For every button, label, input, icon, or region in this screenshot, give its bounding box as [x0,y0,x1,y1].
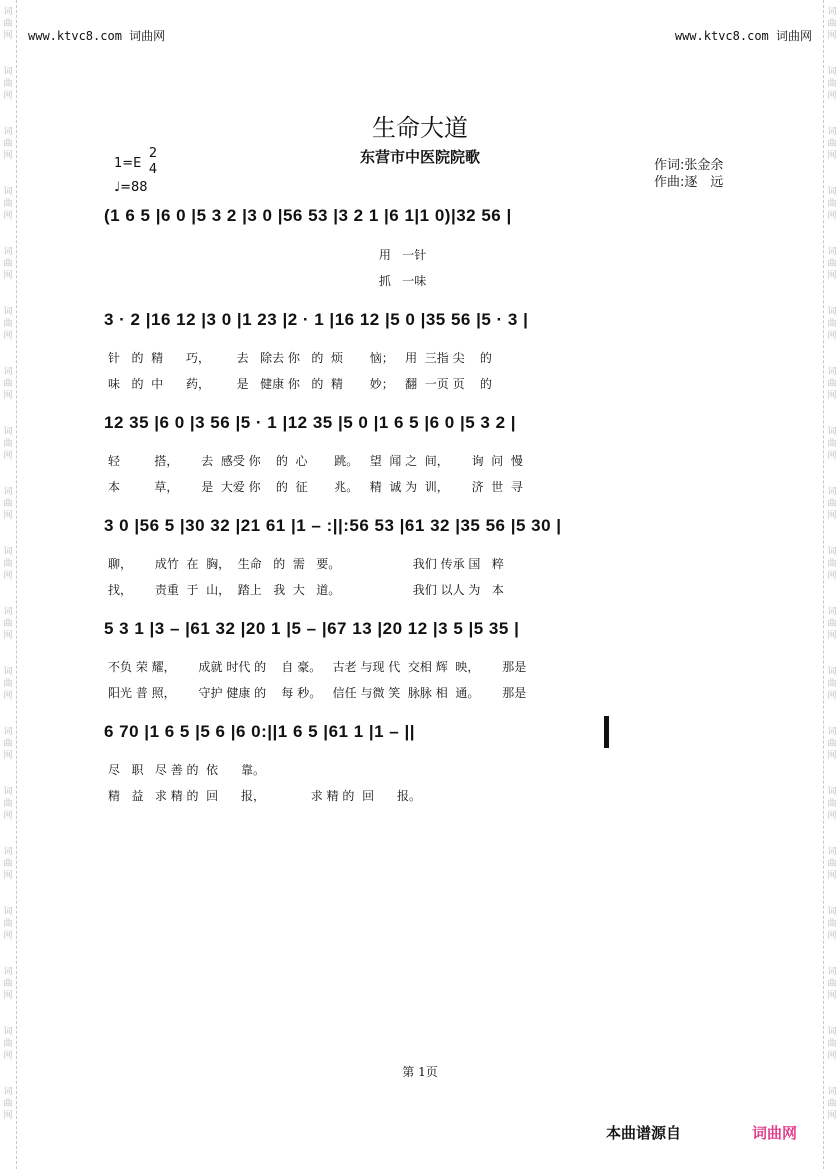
score-line-3-notes: 12 35 |6 0 |3 56 |5 · 1 |12 35 |5 0 |1 6 5 |6 0 |5 3 2 | [104,413,517,432]
time-signature-bottom: 4 [148,162,158,177]
watermark-text: 词曲网 [3,547,13,581]
watermark-text: 词曲网 [3,427,13,461]
score-line-6-notes: 6 70 |1 6 5 |5 6 |6 0:||1 6 5 |61 1 |1 – || [104,722,415,741]
song-title: 生命大道 [372,114,468,142]
right-watermark-strip [823,0,840,1169]
watermark-text: 词曲网 [3,667,13,701]
watermark-text: 词曲网 [827,67,837,101]
score-line-4-lyric-verse-1: 聊， 成竹 在 胸， 生命 的 需 要。 我们 传承 国 粹 [108,557,504,571]
left-watermark-strip [0,0,17,1169]
watermark-text: 词曲网 [827,7,837,41]
time-signature [146,146,160,178]
watermark-text: 词曲网 [3,907,13,941]
watermark-text: 词曲网 [827,127,837,161]
watermark-text: 词曲网 [3,7,13,41]
watermark-text: 词曲网 [3,487,13,521]
key-signature: 1=E [114,156,142,171]
watermark-text: 词曲网 [827,607,837,641]
watermark-text: 词曲网 [3,67,13,101]
score-line-2-lyric-verse-1: 针 的 精 巧， 去 除去 你 的 烦 恼； 用 三指 尖 的 [108,351,492,365]
watermark-text: 词曲网 [3,187,13,221]
score-line-5-lyric-verse-2: 阳光 普 照， 守护 健康 的 每 秒。 信任 与微 笑 脉脉 相 通。 那是 [108,686,527,700]
score-line-1-lyric-verse-1: 用 一针 [108,248,427,262]
watermark-text: 词曲网 [3,307,13,341]
lyricist-credit: 作词:张金余 [654,158,724,173]
tempo-marking: ♩=88 [114,180,148,195]
song-subtitle: 东营市中医院院歌 [359,148,480,166]
time-signature-top: 2 [148,146,158,161]
page-number: 第 1页 [402,1065,438,1079]
score-line-3-lyric-verse-2: 本 草， 是 大爱 你 的 征 兆。 精 诚 为 训， 济 世 寻 [108,480,523,494]
watermark-text: 词曲网 [827,247,837,281]
source-credit-label: 本曲谱源自 [606,1124,682,1142]
score-line-2-lyric-verse-2: 味 的 中 药， 是 健康 你 的 精 妙； 翻 一页 页 的 [108,377,492,391]
watermark-text: 词曲网 [827,427,837,461]
watermark-text: 词曲网 [827,307,837,341]
source-site-link[interactable]: 词曲网 [752,1124,798,1142]
score-line-6-lyric-verse-1: 尽 职 尽 善 的 依 靠。 [108,763,266,777]
watermark-text: 词曲网 [827,667,837,701]
score-line-2-notes: 3 · 2 |16 12 |3 0 |1 23 |2 · 1 |16 12 |5 0 |35 56 |5 · 3 | [104,310,529,329]
score-line-5-notes: 5 3 1 |3 – |61 32 |20 1 |5 – |67 13 |20 12 |3 5 |5 35 | [104,619,520,638]
watermark-text: 词曲网 [3,1087,13,1121]
watermark-text: 词曲网 [827,1087,837,1121]
watermark-text: 词曲网 [827,547,837,581]
watermark-text: 词曲网 [3,787,13,821]
watermark-text: 词曲网 [3,1027,13,1061]
final-barline [604,716,609,748]
watermark-text: 词曲网 [827,727,837,761]
watermark-text: 词曲网 [3,607,13,641]
watermark-text: 词曲网 [3,367,13,401]
score-line-4-lyric-verse-2: 找， 责重 于 山， 踏上 我 大 道。 我们 以人 为 本 [108,583,504,597]
score-line-1-notes: (1 6 5 |6 0 |5 3 2 |3 0 |56 53 |3 2 1 |6 1|1 0)|32 56 | [104,206,512,225]
watermark-text: 词曲网 [827,487,837,521]
watermark-text: 词曲网 [3,967,13,1001]
watermark-text: 词曲网 [827,907,837,941]
site-header-left: www.ktvc8.com 词曲网 [28,29,166,43]
score-line-6-lyric-verse-2: 精 益 求 精 的 回 报， 求 精 的 回 报。 [108,789,421,803]
watermark-text: 词曲网 [3,247,13,281]
watermark-text: 词曲网 [827,787,837,821]
watermark-text: 词曲网 [827,847,837,881]
score-line-1-lyric-verse-2: 抓 一味 [108,274,427,288]
score-line-3-lyric-verse-1: 轻 搭， 去 感受 你 的 心 跳。 望 闻 之 间， 询 问 慢 [108,454,523,468]
watermark-text: 词曲网 [827,367,837,401]
watermark-text: 词曲网 [3,847,13,881]
score-line-4-notes: 3 0 |56 5 |30 32 |21 61 |1 – :||:56 53 |61 32 |35 56 |5 30 | [104,516,562,535]
score-line-5-lyric-verse-1: 不负 荣 耀， 成就 时代 的 自 豪。 古老 与现 代 交相 辉 映， 那是 [108,660,527,674]
watermark-text: 词曲网 [827,967,837,1001]
watermark-text: 词曲网 [827,187,837,221]
site-header-right: www.ktvc8.com 词曲网 [674,29,812,43]
composer-credit: 作曲:逐 远 [654,175,724,190]
watermark-text: 词曲网 [3,127,13,161]
watermark-text: 词曲网 [827,1027,837,1061]
watermark-text: 词曲网 [3,727,13,761]
